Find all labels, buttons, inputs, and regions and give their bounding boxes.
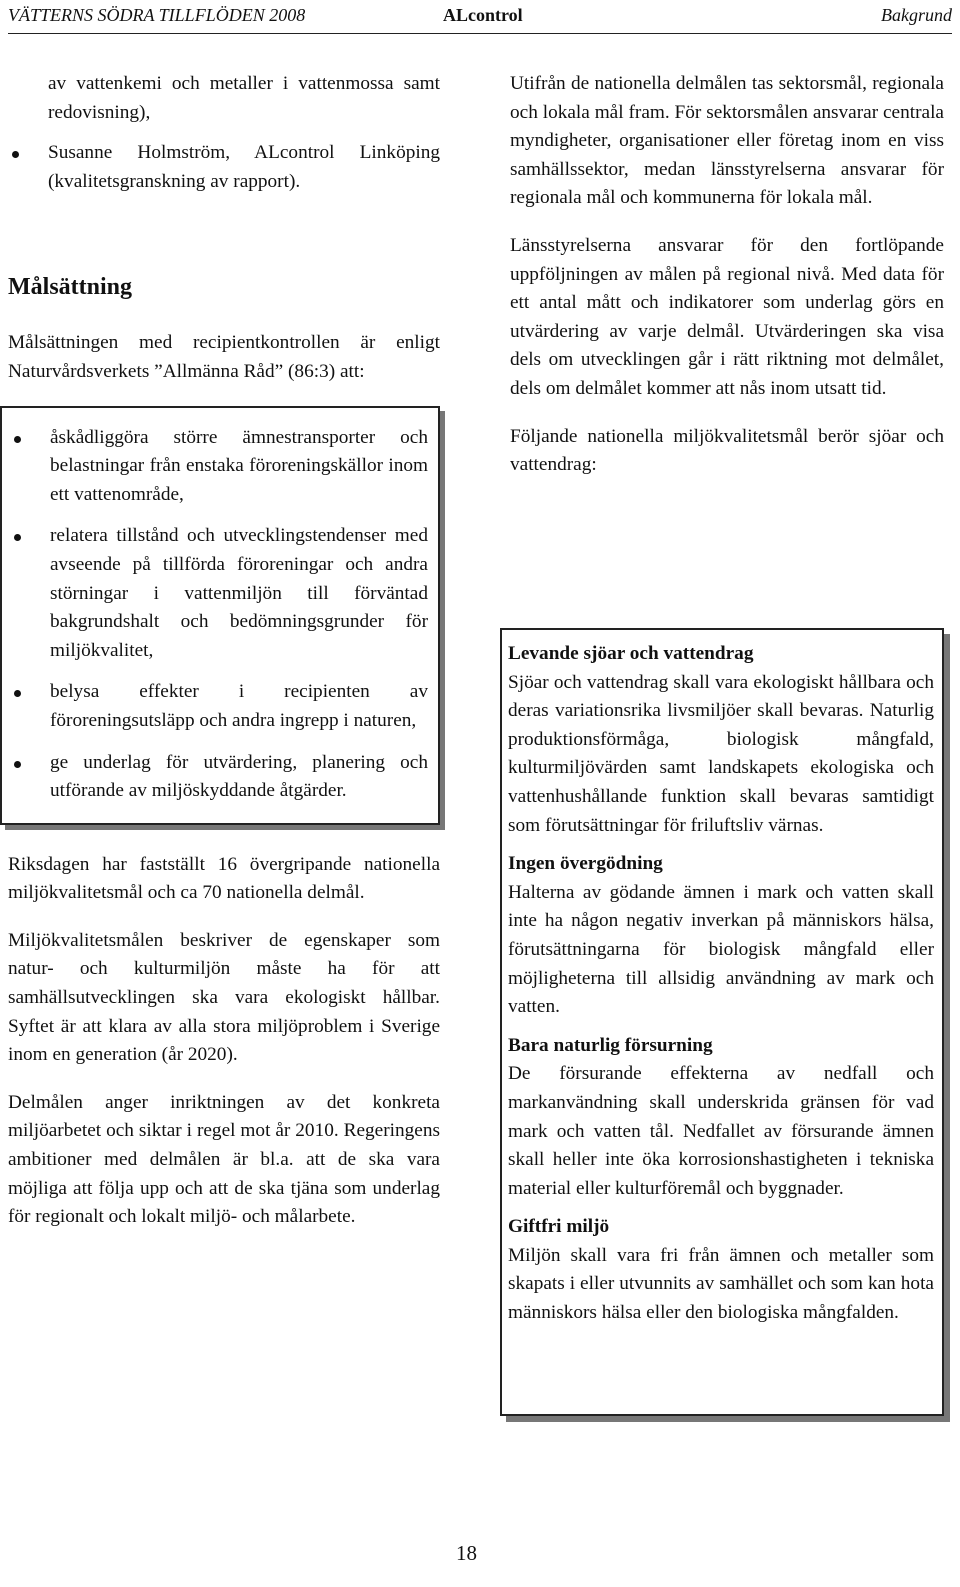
- header-company: ALcontrol: [443, 5, 523, 25]
- body-paragraph: Miljökvalitetsmålen beskriver de egenskaper som natur- och kulturmiljön måste ha för att samhällsutvecklingen ska vara ekologiskt hållbar. Syftet är att klara av alla stora miljöproblem i Sverige inom en generation (år 2020).: [8, 929, 440, 1066]
- right-column: [510, 70, 944, 499]
- body-paragraph: Riksdagen har fastställt 16 övergripande nationella miljökvalitetsmål och ca 70 nationella delmål.: [8, 853, 440, 904]
- goal-title: Giftfri miljö: [508, 1216, 610, 1238]
- goal-title: Levande sjöar och vattendrag: [508, 643, 754, 664]
- goal-text: Halterna av gödande ämnen i mark och vatten skall inte ha någon negativ inverkan på människors hälsa, förutsättningarna för biologisk mångfald eller möjligheterna till allsidig användning av mark och vatten.: [508, 881, 934, 1018]
- goals-list: [10, 424, 428, 806]
- list-item: relatera tillstånd och utvecklingstendenser med avseende på tillförda föroreningar och andra störningar i vattenmiljön till förväntad bakgrundshalt och bedömningsgrunder för miljökvalitet,: [10, 522, 428, 665]
- body-paragraph: Utifrån de nationella delmålen tas sektorsmål, regionala och lokala mål fram. För sektorsmålen ansvarar centrala myndigheter, organisationer eller företag inom en viss samhällssektor, medan länsstyrelserna ansvarar för regionala mål och kommunerna för lokala mål.: [510, 73, 944, 209]
- body-paragraph: Följande nationella miljökvalitetsmål berör sjöar och vattendrag:: [510, 425, 944, 476]
- goal-text: Sjöar och vattendrag skall vara ekologiskt hållbara och deras variationsrika livsmiljöer skall bevaras. Naturlig produktionsförmåga, biologisk mångfald, kulturmiljövärden samt landskapets ekologiska och vattenhushållande funktion skall bevaras samtidigt som förutsättningar för friluftsliv värnas.: [508, 671, 934, 836]
- goal-entry: [508, 1032, 934, 1204]
- bullet-icon: [14, 690, 21, 697]
- page-number: 18: [456, 1541, 477, 1565]
- list-item: åskådliggöra större ämnestransporter och belastningar från enstaka föroreningskällor inom ett vattenområde,: [10, 424, 428, 510]
- goal-text: De försurande effekterna av nedfall och markanvändning skall underskrida gränsen för vad mark och vatten tål. Nedfallet av försurande ämnen skall heller inte öka korrosionshastigheten i tekniska material eller kulturföremål och byggnader.: [508, 1063, 934, 1199]
- running-header: [8, 0, 952, 34]
- bullet-icon: [12, 151, 19, 158]
- goal-title: Bara naturlig försurning: [508, 1034, 713, 1056]
- goal-title: Ingen övergödning: [508, 853, 663, 875]
- left-column: [8, 70, 440, 1251]
- intro-paragraph: Målsättningen med recipientkontrollen är enligt Naturvårdsverkets ”Allmänna Råd” (86:3) att:: [8, 332, 440, 382]
- goals-box: [0, 406, 440, 825]
- bullet-icon: [14, 534, 21, 541]
- body-paragraph: Länsstyrelserna ansvarar för den fortlöpande uppföljningen av målen på regional nivå. Med data för ett antal mått och indikatorer som underlag görs en utvärdering av varje delmål. Utvärderingen ska visa dels om utvecklingen går i rätt riktning mot delmålet, dels om delmålet kommer att nås inom utsatt tid.: [510, 234, 944, 399]
- bullet-icon: [14, 436, 21, 443]
- list-item: belysa effekter i recipienten av föroreningsutsläpp och andra ingrepp i naturen,: [10, 678, 428, 735]
- environmental-goals-content: [508, 640, 934, 1338]
- header-section: Bakgrund: [881, 5, 952, 25]
- list-item: ge underlag för utvärdering, planering och utförande av miljöskyddande åtgärder.: [10, 749, 428, 806]
- goal-entry: [508, 850, 934, 1022]
- section-title: Målsättning: [8, 274, 133, 301]
- goal-entry: [508, 1213, 934, 1327]
- bullet-icon: [14, 761, 21, 768]
- goal-entry: [508, 640, 934, 840]
- goal-text: Miljön skall vara fri från ämnen och metaller som skapats i eller utvunnits av samhället och som kan hota människors hälsa eller den biologiska mångfalden.: [508, 1244, 934, 1324]
- body-paragraph: Delmålen anger inriktningen av det konkreta miljöarbetet och siktar i regel mot år 2010. Regeringens ambitioner med delmålen är bl.a. att de ska vara möjliga att följa upp och att de ska tjäna som underlag för regionalt och lokalt miljö- och målarbete.: [8, 1091, 440, 1228]
- list-item: Susanne Holmström, ALcontrol Linköping (kvalitetsgranskning av rapport).: [8, 139, 440, 196]
- header-report-title: VÄTTERNS SÖDRA TILLFLÖDEN 2008: [8, 5, 306, 25]
- contributor-list: [8, 139, 440, 196]
- continued-bullet-text: av vattenkemi och metaller i vattenmossa samt redovisning),: [48, 73, 440, 123]
